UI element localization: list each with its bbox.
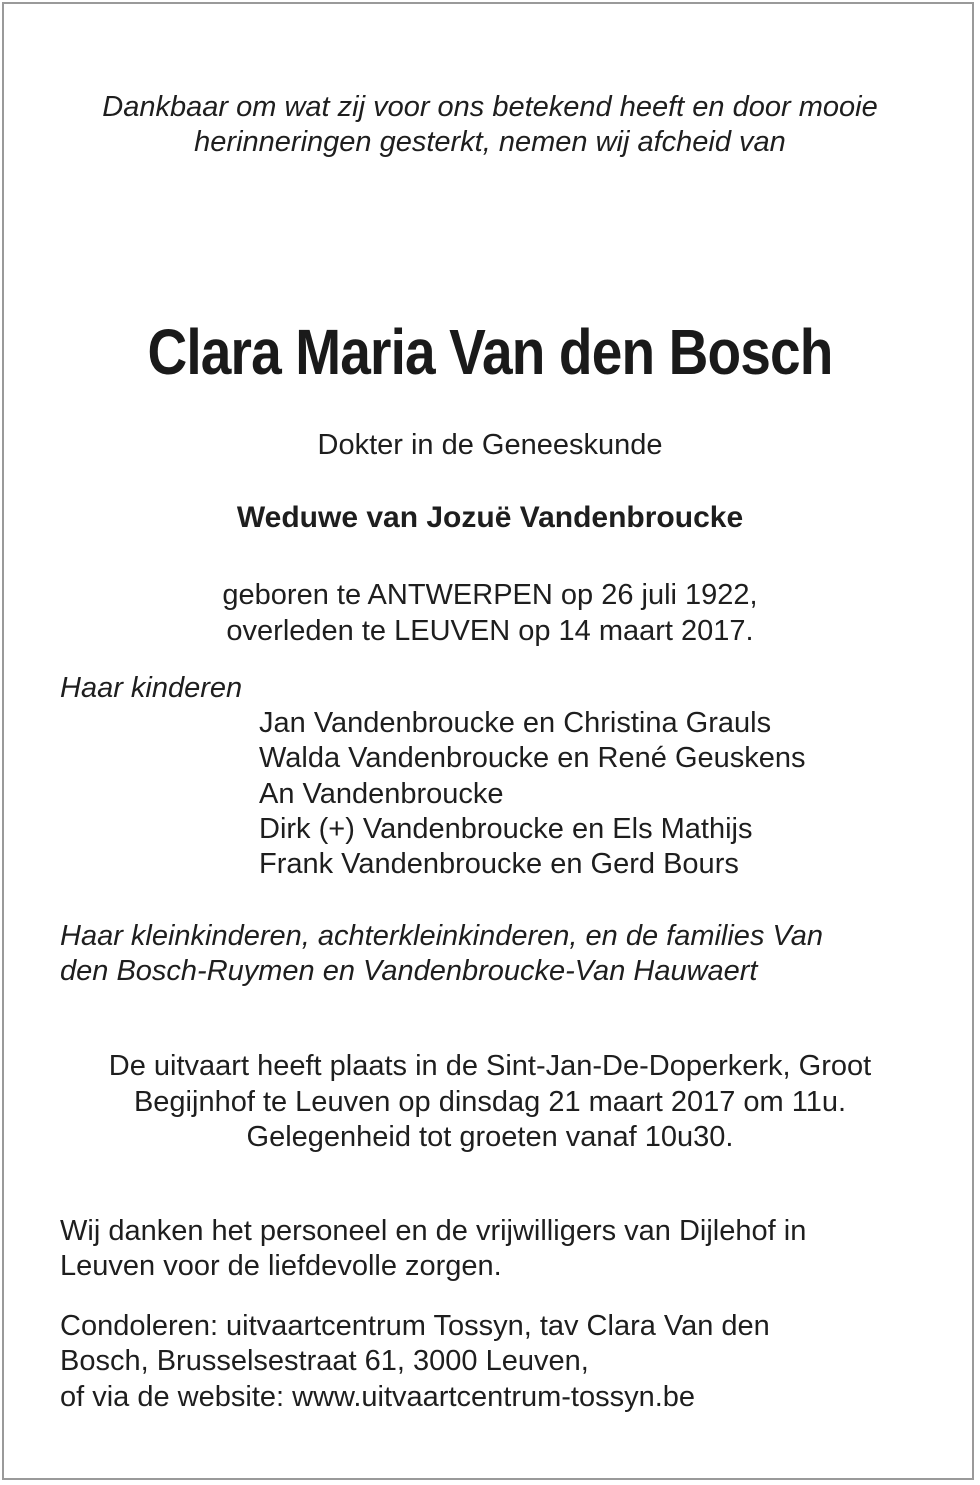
intro-line-1: Dankbaar om wat zij voor ons betekend heeft en door mooie <box>102 91 878 123</box>
child-name: Walda Vandenbroucke en René Geuskens <box>259 742 806 774</box>
condolences-line-3: of via de website: www.uitvaartcentrum-tossyn.be <box>60 1381 696 1413</box>
thanks-line-2: Leuven voor de liefdevolle zorgen. <box>60 1250 502 1282</box>
funeral-line-1: De uitvaart heeft plaats in de Sint-Jan-De-Doperkerk, Groot <box>108 1050 872 1082</box>
birth-line: geboren te ANTWERPEN op 26 juli 1922, <box>222 579 758 611</box>
deceased-name: Clara Maria Van den Bosch <box>147 316 833 388</box>
grandchildren-line-1: Haar kleinkinderen, achterkleinkinderen, en de families Van <box>60 920 824 952</box>
profession: Dokter in de Geneeskunde <box>317 429 663 461</box>
intro-line-2: herinneringen gesterkt, nemen wij afcheid van <box>194 126 786 158</box>
child-name: Dirk (+) Vandenbroucke en Els Mathijs <box>259 813 753 845</box>
child-name: An Vandenbroucke <box>259 778 504 810</box>
condolences-line-2: Bosch, Brusselsestraat 61, 3000 Leuven, <box>60 1345 589 1377</box>
condolences-line-1: Condoleren: uitvaartcentrum Tossyn, tav Clara Van den <box>60 1310 770 1342</box>
death-line: overleden te LEUVEN op 14 maart 2017. <box>226 615 754 647</box>
child-name: Jan Vandenbroucke en Christina Grauls <box>259 707 772 739</box>
widow-of: Weduwe van Jozuë Vandenbroucke <box>236 501 744 534</box>
funeral-line-2: Begijnhof te Leuven op dinsdag 21 maart 2017 om 11u. <box>133 1086 847 1118</box>
funeral-line-3: Gelegenheid tot groeten vanaf 10u30. <box>246 1121 734 1153</box>
intro-text <box>0 90 980 160</box>
grandchildren-line-2: den Bosch-Ruymen en Vandenbroucke-Van Hauwaert <box>60 955 758 987</box>
child-name: Frank Vandenbroucke en Gerd Bours <box>259 848 739 880</box>
children-label: Haar kinderen <box>60 672 243 704</box>
thanks-line-1: Wij danken het personeel en de vrijwilligers van Dijlehof in <box>60 1215 807 1247</box>
